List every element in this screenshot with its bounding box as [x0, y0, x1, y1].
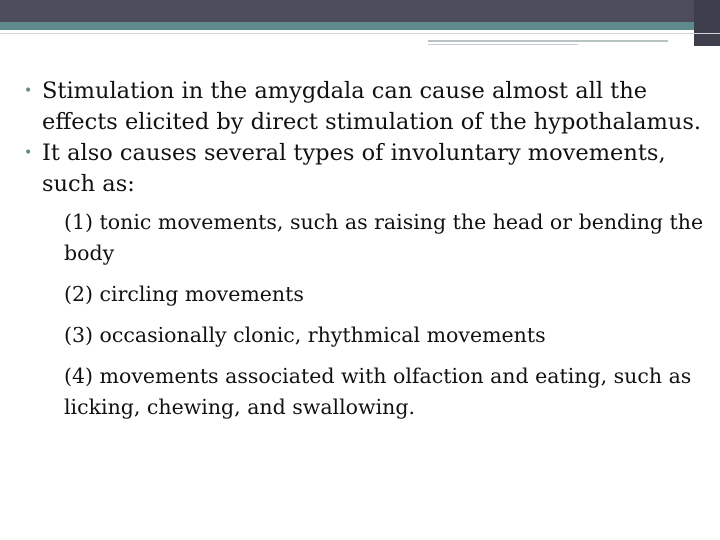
bullet-item — [24, 138, 704, 200]
sub-list-item: (2) circling movements — [64, 282, 304, 306]
header-bar — [0, 0, 720, 22]
header-accent-stripe — [0, 22, 720, 30]
sub-list — [24, 207, 704, 423]
header-corner-block — [694, 0, 720, 46]
sub-list-item: (1) tonic movements, such as raising the head or bending the body — [64, 210, 704, 265]
divider-line — [428, 44, 578, 45]
bullet-icon: • — [24, 83, 33, 99]
bullet-item — [24, 76, 704, 138]
divider-line — [0, 33, 720, 34]
slide-body — [24, 76, 704, 433]
divider-line — [428, 40, 668, 42]
bullet-text: It also causes several types of involuntary movements, such as: — [42, 140, 666, 197]
sub-list-item: (4) movements associated with olfaction and eating, such as licking, chewing, and swallowing. — [64, 364, 692, 419]
sub-list-item: (3) occasionally clonic, rhythmical movements — [64, 323, 546, 347]
bullet-icon: • — [24, 145, 33, 161]
bullet-text: Stimulation in the amygdala can cause almost all the effects elicited by direct stimulation of the hypothalamus. — [42, 78, 702, 135]
